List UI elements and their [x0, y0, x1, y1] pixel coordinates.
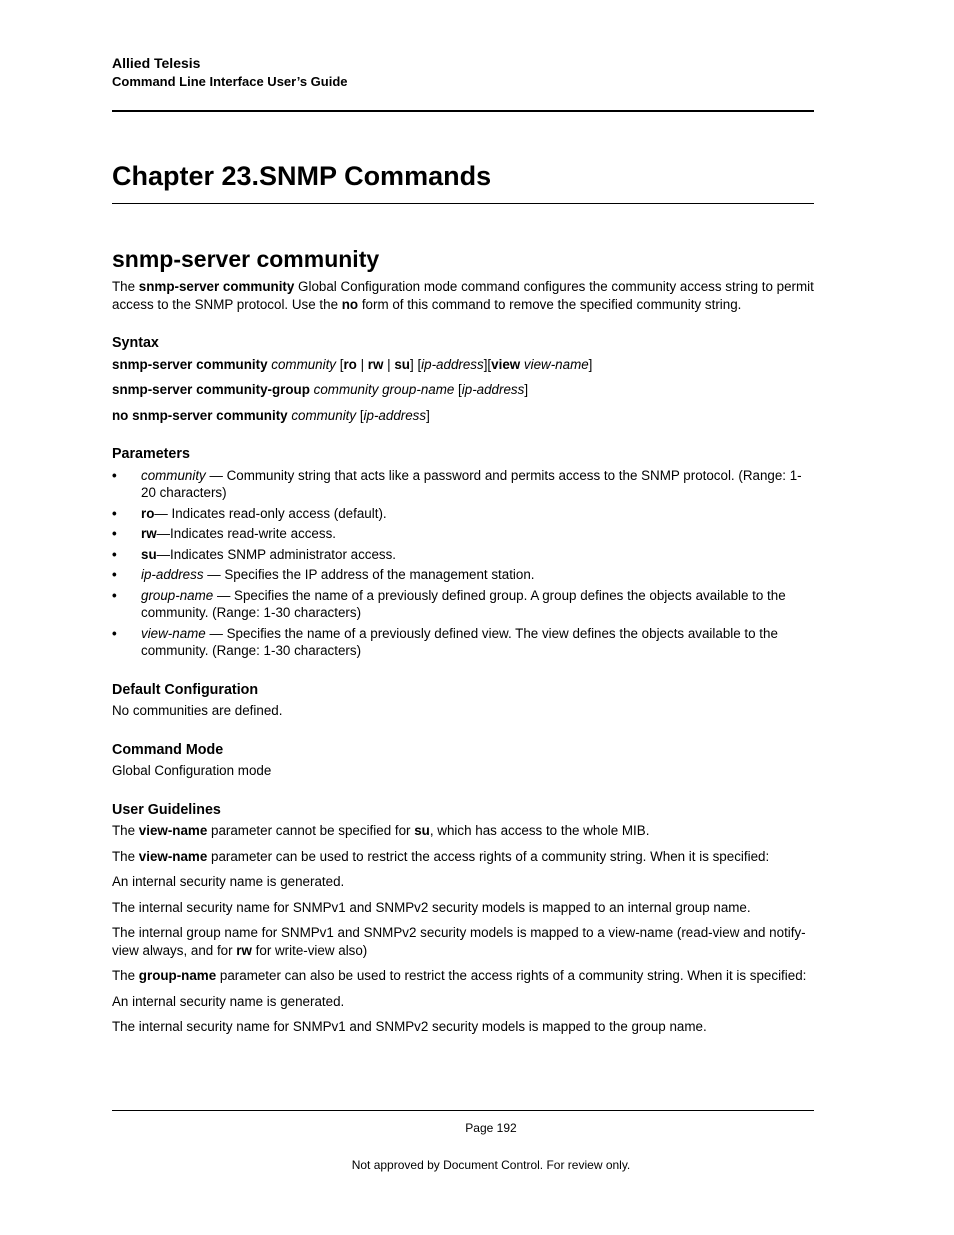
command-mode-heading: Command Mode	[112, 741, 224, 758]
bullet-icon: •	[112, 526, 117, 541]
list-item: • view-name — Specifies the name of a previously defined view. The view defines the objects available to the community. (Range: 1-30 characters)	[112, 625, 778, 658]
bullet-icon: •	[112, 505, 117, 521]
chapter-divider	[112, 203, 814, 204]
syntax-line-3: no snmp-server community community [ip-address]	[112, 407, 430, 423]
list-item: • community — Community string that acts like a password and permits access to the SNMP protocol. (Range: 1-20 characters)	[112, 467, 802, 500]
command-intro: The snmp-server community Global Configuration mode command configures the community access string to permit access to the SNMP protocol. Use the no form of this command to remove the specified community string.	[112, 279, 814, 312]
footer-divider	[112, 1110, 814, 1111]
list-item: • rw—Indicates read-write access.	[112, 526, 336, 541]
guideline-paragraph: An internal security name is generated.	[112, 993, 345, 1009]
list-item: • ro— Indicates read-only access (default).	[112, 505, 387, 521]
header-divider	[112, 110, 814, 112]
syntax-heading: Syntax	[112, 335, 159, 351]
guideline-paragraph: The internal group name for SNMPv1 and SNMPv2 security models is mapped to a view-name (read-view and notify-view always, and for rw for write-view also)	[112, 925, 806, 958]
list-item: • ip-address — Specifies the IP address of the management station.	[112, 567, 535, 582]
guideline-paragraph: The internal security name for SNMPv1 and SNMPv2 security models is mapped to an internal group name.	[112, 899, 751, 915]
bullet-icon: •	[112, 567, 117, 582]
command-mode-text: Global Configuration mode	[112, 763, 272, 778]
parameters-list	[112, 467, 814, 660]
bullet-icon: •	[112, 587, 117, 603]
default-config-heading: Default Configuration	[112, 681, 259, 698]
syntax-line-2: snmp-server community-group community group-name [ip-address]	[112, 382, 529, 397]
guideline-paragraph: The view-name parameter cannot be specified for su, which has access to the whole MIB.	[112, 823, 650, 838]
bullet-icon: •	[112, 546, 117, 562]
header-guide-title: Command Line Interface User’s Guide	[112, 74, 348, 89]
user-guidelines-heading: User Guidelines	[112, 801, 221, 818]
bullet-icon: •	[112, 625, 117, 641]
guideline-paragraph: An internal security name is generated.	[112, 874, 345, 889]
parameters-heading: Parameters	[112, 446, 190, 462]
main-content	[112, 244, 814, 1044]
guideline-paragraph: The view-name parameter can be used to restrict the access rights of a community string. When it is specified:	[112, 848, 770, 864]
list-item: • su—Indicates SNMP administrator access.	[112, 546, 397, 562]
command-title: snmp-server community	[112, 246, 380, 272]
header-company: Allied Telesis	[112, 55, 201, 71]
guideline-paragraph: The internal security name for SNMPv1 and SNMPv2 security models is mapped to the group name.	[112, 1019, 707, 1034]
review-notice: Not approved by Document Control. For review only.	[351, 1158, 631, 1172]
list-item: • group-name — Specifies the name of a previously defined group. A group defines the objects available to the community. (Range: 1-30 characters)	[112, 587, 786, 620]
syntax-line-1: snmp-server community community [ro | rw | su] [ip-address][view view-name]	[112, 356, 593, 372]
page-number: Page 192	[465, 1121, 517, 1135]
chapter-title: Chapter 23.SNMP Commands	[112, 161, 492, 191]
bullet-icon: •	[112, 467, 117, 483]
guideline-paragraph: The group-name parameter can also be used to restrict the access rights of a community string. When it is specified:	[112, 968, 807, 983]
default-config-text: No communities are defined.	[112, 703, 283, 718]
